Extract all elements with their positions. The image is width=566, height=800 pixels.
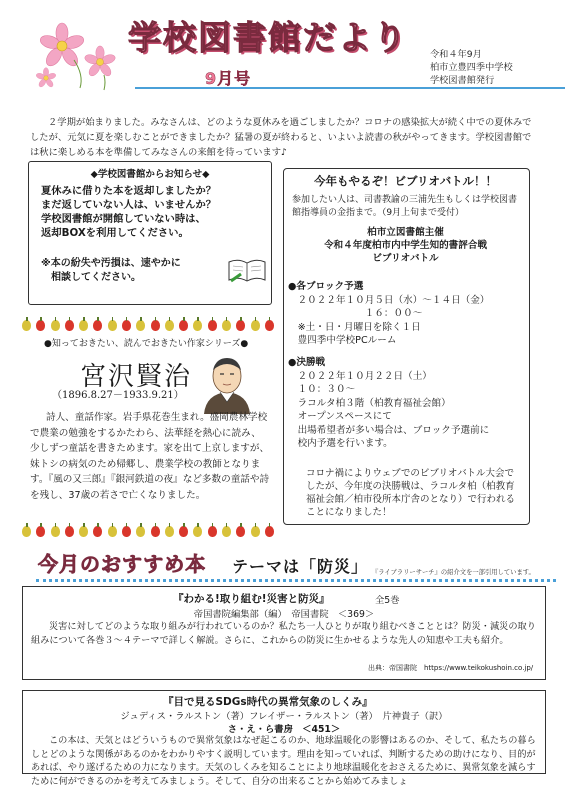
pear-icon	[165, 320, 174, 331]
pear-icon	[108, 320, 117, 331]
notice-title: ◆学校図書館からお知らせ◆	[90, 169, 210, 180]
block-line: ●各ブロック予選	[288, 281, 364, 292]
notice-line: まだ返していない人は、いませんか？	[41, 199, 217, 211]
apple-icon	[265, 526, 274, 537]
final-round-info	[288, 356, 523, 451]
final-line: ラコルタ柏３階（柏教育福祉会館）	[288, 397, 451, 409]
block-line: ※土・日・月曜日を除く１日	[288, 321, 421, 333]
final-line: 出場希望者が多い場合は、ブロック予選前に	[288, 424, 490, 436]
block-line: １６：００～	[288, 308, 423, 319]
apple-icon	[122, 526, 131, 537]
notice-note-line: 相談してください。	[41, 272, 141, 283]
notice-note	[41, 257, 196, 285]
notice-box	[28, 161, 272, 305]
author-bio: 詩人、童話作家。岩手県花巻生まれ。盛岡農林学校で農業の勉強をするかたわら、法華経を熱心に読み、少しずつ童話を書きためます。家を出て上京しますが、妹トシの病気のため帰郷し、農業学校の教師となります。『風の又三郎』『銀河鉄道の夜』など多数の童話や詩を残し、37歳の若さで亡くなりました。	[30, 412, 270, 501]
author-portrait-illustration	[198, 352, 256, 414]
intro-paragraph: ２学期が始まりました。みなさんは、どのような夏休みを過ごしましたか？コロナの感染拡大が続く中での夏休みでしたが、元気に夏を楽しむことができましたか？猛暑の夏が終わると、いよいよ読書の秋がやってきます。学校図書館では秋に楽しめる本を準備してみなさんの来館を待っています♪	[30, 117, 532, 158]
newsletter-title: 学校図書館だより	[128, 18, 408, 57]
school-name: 柏市立豊四季中学校	[430, 62, 513, 73]
apple-icon	[236, 526, 245, 537]
sponsor-line: 柏市立図書館主催	[367, 227, 444, 238]
pear-icon	[251, 526, 260, 537]
book-volumes: 全5巻	[375, 595, 400, 606]
apple-icon	[36, 320, 45, 331]
publisher-info	[430, 48, 513, 87]
pear-icon	[79, 526, 88, 537]
sponsor-line: ビブリオバトル	[372, 253, 439, 264]
block-line: ２０２２年１０月５日（水）～１４日（金）	[288, 294, 490, 306]
author-years: （1896.8.27－1933.9.21）	[52, 390, 184, 401]
final-line: 校内予選を行います。	[288, 438, 393, 449]
apple-icon	[208, 526, 217, 537]
pear-icon	[51, 526, 60, 537]
bibliobattle-intro: 参加したい人は、司書教諭の三浦先生もしくは学校図書館指導員の金指まで。（9月上旬まで受付）	[292, 195, 518, 218]
apple-icon	[65, 320, 74, 331]
apple-icon	[65, 526, 74, 537]
apple-icon	[151, 526, 160, 537]
bibliobattle-sponsor	[283, 226, 528, 265]
pear-icon	[222, 526, 231, 537]
bibliobattle-note: コロナ禍によりウェブでのビブリオバトル大会でしたが、今年度の決勝戦は、ラコルタ柏（柏教育福祉会館／柏市役所本庁舎のとなり）で行われることになりました！	[306, 468, 516, 518]
apple-icon	[236, 320, 245, 331]
block-line: 豊四季中学校PCルーム	[288, 335, 397, 346]
notice-line: 学校図書館が開館していない時は、	[41, 213, 206, 225]
apple-icon	[93, 320, 102, 331]
final-line: ●決勝戦	[288, 357, 326, 368]
apple-icon	[36, 526, 45, 537]
book-description: 災害に対してどのような取り組みが行われているのか？私たち一人ひとりが取り組むべきこととは？防災・減災の取り組みについて各巻３～４テーマで詳しく解説。さらに、これからの防災に生かせるような先人の知恵や工夫も紹介。	[31, 621, 536, 646]
bibliobattle-heading: 今年もやるぞ！ビブリオバトル！！	[314, 174, 497, 188]
final-line: １０：３０～	[288, 384, 356, 395]
pear-icon	[79, 320, 88, 331]
book-credit: ジュディス・ラルストン（著）フレイザー・ラルストン（著） 片神貴子（訳）	[120, 711, 448, 722]
pear-icon	[108, 526, 117, 537]
fruit-border-top	[22, 318, 274, 332]
issue-month: 9月号	[205, 69, 252, 88]
recommend-theme: テーマは「防災」	[232, 557, 369, 576]
book-card	[22, 690, 546, 787]
pear-icon	[136, 320, 145, 331]
book-title: 『わかる!取り組む!災害と防災』	[173, 593, 330, 605]
pear-icon	[193, 320, 202, 331]
apple-icon	[265, 320, 274, 331]
author-name: 宮沢賢治	[80, 362, 193, 392]
apple-icon	[122, 320, 131, 331]
recommend-title: 今月のおすすめ本	[38, 552, 207, 576]
apple-icon	[208, 320, 217, 331]
pear-icon	[22, 526, 31, 537]
header-divider	[135, 87, 565, 89]
pear-icon	[222, 320, 231, 331]
cosmos-flowers-illustration	[34, 20, 134, 90]
apple-icon	[151, 320, 160, 331]
recommend-divider	[36, 579, 556, 582]
sponsor-line: 令和４年度柏市内中学生知的書評合戦	[323, 240, 488, 251]
author-series-label: ●知っておきたい、読んでおきたい作家シリーズ●	[44, 339, 249, 349]
book-title: 『目で見るSDGs時代の異常気象のしくみ』	[163, 696, 373, 708]
book-description: この本は、天気とはどういうもので異常気象はなぜ起こるのか、地球温暖化の影響はあるのか、そして、私たちの暮らしとどのような関係があるのかをわかりやすく説明しています。理由を知っていれば、判断するための助けになり、目的があれば、やり遂げるための力になります。天気のしくみを知ることにより地球温暖化をおさえるために、異常気象を減らすために何ができるのかを考えてみましょう。そして、自分の出来ることから始めてみましょ	[31, 735, 536, 787]
book-publisher: さ・え・ら書房 ＜451＞	[227, 724, 341, 735]
pear-icon	[251, 320, 260, 331]
pear-icon	[136, 526, 145, 537]
book-source: 出典：帝国書院 https://www.teikokushoin.co.jp/	[368, 664, 534, 672]
notice-body	[41, 184, 256, 240]
notice-note-line: ※本の紛失や汚損は、速やかに	[41, 258, 181, 269]
publisher-name: 学校図書館発行	[430, 75, 495, 86]
recommend-source-note: 『ライブラリーサーチ』の紹介文を一部引用しています。	[372, 569, 535, 576]
pear-icon	[193, 526, 202, 537]
notice-line: 返却BOXを利用してください。	[41, 227, 189, 239]
notice-line: 夏休みに借りた本を返却しましたか？	[41, 185, 217, 197]
apple-icon	[93, 526, 102, 537]
block-preliminary-info	[288, 280, 523, 348]
book-credit: 帝国書院編集部（編） 帝国書院 ＜369＞	[193, 609, 375, 620]
pear-icon	[22, 320, 31, 331]
book-card	[22, 586, 546, 680]
pear-icon	[165, 526, 174, 537]
apple-icon	[179, 526, 188, 537]
fruit-border-bottom	[22, 524, 274, 538]
final-line: ２０２２年１０月２２日（土）	[288, 370, 432, 382]
open-book-illustration	[227, 254, 267, 286]
apple-icon	[179, 320, 188, 331]
pear-icon	[51, 320, 60, 331]
issue-date: 令和４年9月	[430, 49, 482, 60]
final-line: オープンスペースにて	[288, 411, 392, 422]
